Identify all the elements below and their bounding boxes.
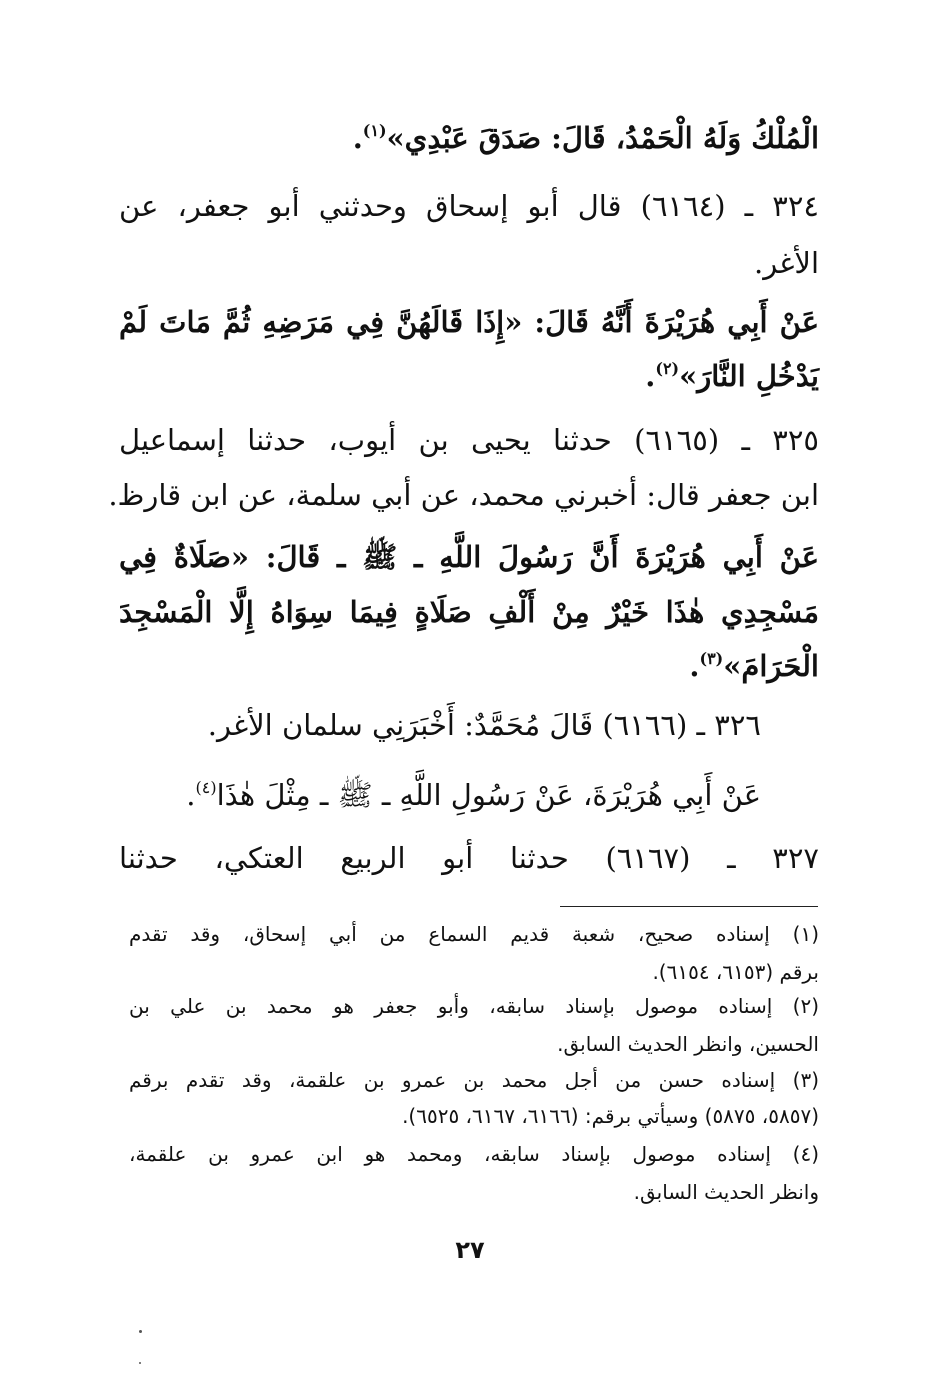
footnote-2-line-1: [129, 992, 819, 1020]
text-line-9: [119, 592, 819, 632]
hadith-text: عَنْ أَبِي هُرَيْرَةَ، عَنْ رَسُولِ اللَّهِ ـ ﷺ ـ مِثْلَ هٰذَا: [216, 778, 761, 812]
footnote-ref: (١): [362, 121, 387, 140]
isnad-text: ٣٢٥ ـ (٦١٦٥) حدثنا يحيى بن أيوب، حدثنا إسماعيل: [119, 423, 820, 457]
footnote-ref: (٣): [699, 649, 724, 668]
text-line-12: [61, 775, 761, 820]
text-line-1: [119, 118, 819, 163]
text-line-11: [61, 705, 761, 745]
footnote-3-line-2: [129, 1102, 819, 1130]
footnote-text: وانظر الحديث السابق.: [633, 1180, 819, 1204]
footnote-ref: (٢): [655, 359, 680, 378]
isnad-text: ٣٢٦ ـ (٦١٦٦) قَالَ مُحَمَّدٌ: أَخْبَرَنِي سلمان الأغر.: [207, 708, 761, 742]
hadith-text: مَسْجِدِي هٰذَا خَيْرٌ مِنْ أَلْفِ صَلَاةٍ فِيمَا سِوَاهُ إِلَّا الْمَسْجِدَ: [119, 595, 819, 629]
isnad-text: ٣٢٤ ـ (٦١٦٤) قال أبو إسحاق وحدثني أبو جعفر، عن: [119, 189, 820, 223]
scan-speck: [139, 1362, 141, 1364]
text-line-3: [119, 243, 819, 283]
text-line-13: [119, 838, 819, 878]
footnote-ref: (٤): [195, 778, 217, 797]
hadith-text: يَدْخُلِ النَّارَ»: [679, 359, 819, 393]
text-line-6: [119, 420, 819, 460]
footnote-1-line-1: [129, 920, 819, 948]
footnote-1-line-2: [129, 958, 819, 986]
text-line-7: [108, 475, 819, 515]
footnote-text: (٣) إسناده حسن من أجل محمد بن عمرو بن علقمة، وقد تقدم برقم: [129, 1068, 819, 1092]
footnote-text: (٢) إسناده موصول بإسناد سابقه، وأبو جعفر هو محمد بن علي بن: [129, 994, 819, 1018]
punctuation: .: [186, 778, 196, 812]
footnote-4-line-2: [129, 1178, 819, 1206]
scan-speck: [139, 1330, 142, 1333]
isnad-text: الأغر.: [754, 246, 819, 280]
footnote-separator: [560, 906, 818, 907]
footnote-text: (١) إسناده صحيح، شعبة قديم السماع من أبي إسحاق، وقد تقدم: [129, 922, 819, 946]
footnote-text: برقم (٦١٥٣، ٦١٥٤).: [652, 960, 819, 984]
hadith-text: عَنْ أَبِي هُرَيْرَةَ أَنَّهُ قَالَ: «إِذَا قَالَهُنَّ فِي مَرَضِهِ ثُمَّ مَاتَ لَمْ: [119, 305, 819, 339]
text-line-10: [119, 646, 819, 691]
isnad-text: ٣٢٧ ـ (٦١٦٧) حدثنا أبو الربيع العتكي، حدثنا: [119, 841, 819, 875]
isnad-text: ابن جعفر قال: أخبرني محمد، عن أبي سلمة، عن ابن قارظ.: [108, 478, 819, 512]
punctuation: .: [689, 649, 700, 683]
text-line-8: [119, 537, 819, 577]
text-line-4: [119, 302, 819, 342]
footnote-text: (٥٨٥٧، ٥٨٧٥) وسيأتي برقم: (٦١٦٦، ٦١٦٧، ٦٥٢٥).: [402, 1104, 819, 1128]
footnote-text: الحسين، وانظر الحديث السابق.: [557, 1032, 819, 1056]
hadith-text: عَنْ أَبِي هُرَيْرَةَ أَنَّ رَسُولَ اللَّهِ ـ ﷺ ـ قَالَ: «صَلَاةٌ فِي: [119, 540, 819, 574]
footnote-text: (٤) إسناده موصول بإسناد سابقه، ومحمد هو ابن عمرو بن علقمة،: [129, 1142, 819, 1166]
hadith-text: الْمُلْكُ وَلَهُ الْحَمْدُ، قَالَ: صَدَقَ عَبْدِي»: [386, 121, 819, 155]
text-line-2: [119, 186, 819, 226]
punctuation: .: [645, 359, 656, 393]
hadith-text: الْحَرَامَ»: [723, 649, 819, 683]
punctuation: .: [352, 121, 363, 155]
page-number: ٢٧: [455, 1236, 485, 1264]
footnote-2-line-2: [129, 1030, 819, 1058]
text-line-5: [119, 356, 819, 401]
footnote-3-line-1: [129, 1066, 819, 1094]
footnote-4-line-1: [129, 1140, 819, 1168]
